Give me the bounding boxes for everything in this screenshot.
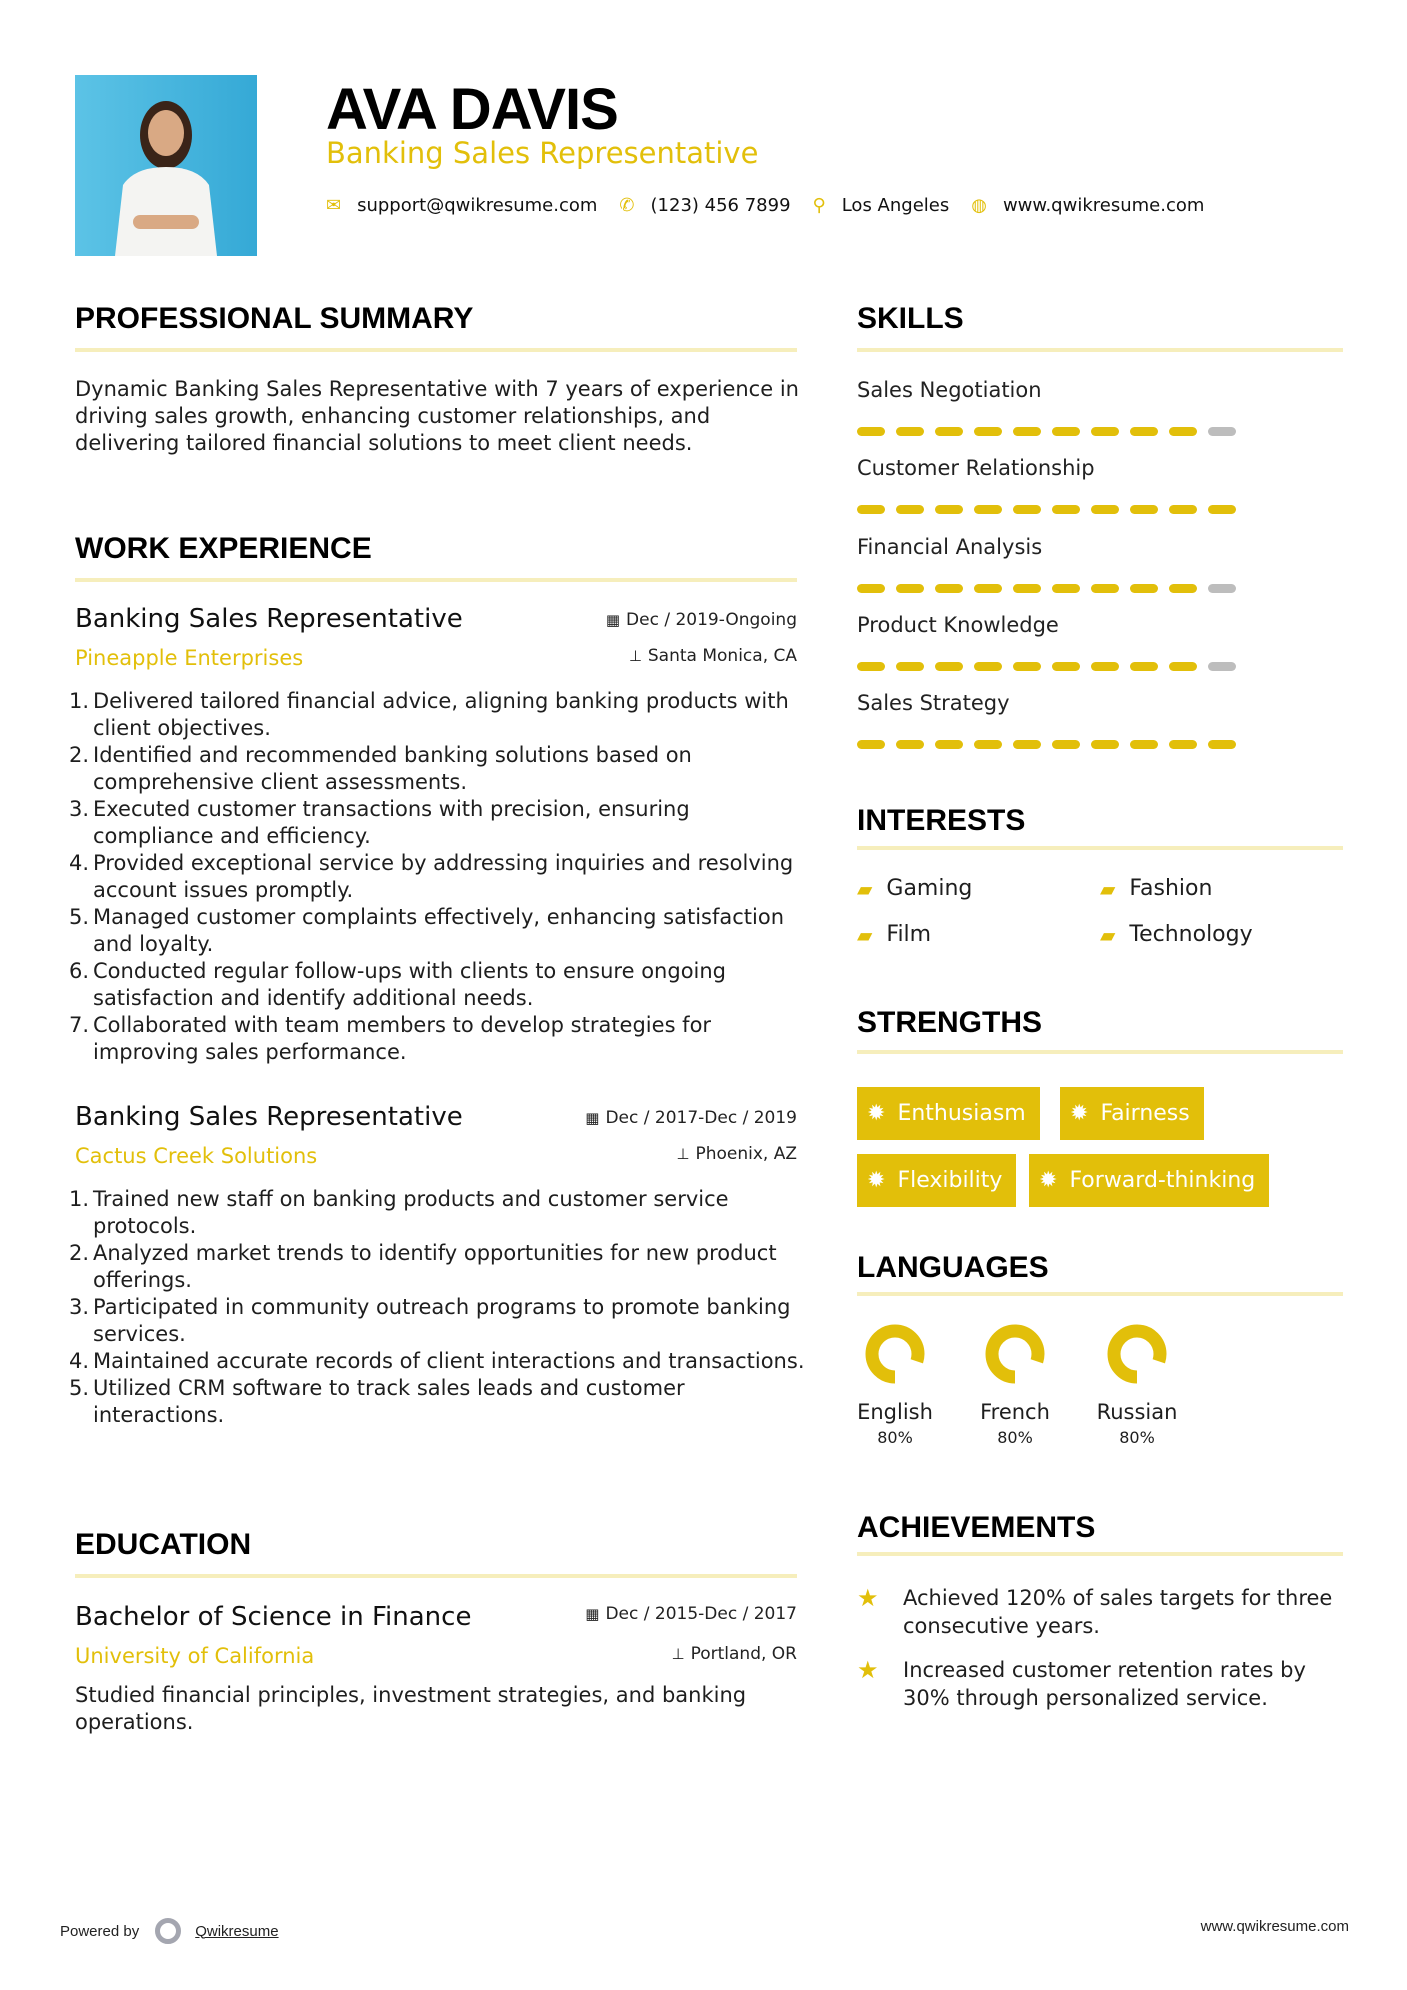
bullet-item: Utilized CRM software to track sales leads and customer interactions. (93, 1376, 685, 1427)
skill-level-dash (1208, 427, 1236, 436)
education-location: ⊥ Portland, OR (671, 1644, 797, 1664)
divider (857, 1552, 1343, 1556)
language-percent: 80% (1119, 1428, 1155, 1447)
strength-label: Flexibility (897, 1168, 1003, 1193)
language-item (835, 1322, 955, 1447)
skill-level-dash (1130, 584, 1158, 593)
badge-icon: ✹ (867, 1168, 886, 1193)
globe-icon: ◍ (971, 195, 987, 216)
skill-level-dash (1130, 427, 1158, 436)
job-date-text: Dec / 2019-Ongoing (626, 610, 797, 630)
skill-level-dash (1130, 740, 1158, 749)
candidate-title: Banking Sales Representative (326, 136, 759, 170)
interest-item (857, 876, 972, 901)
skill-level-bar (857, 662, 1236, 671)
interest-label: Film (886, 922, 932, 947)
strength-chip (857, 1154, 1016, 1207)
envelope-icon: ✉ (326, 195, 342, 216)
bullet-item: Trained new staff on banking products and customer service protocols. (93, 1187, 729, 1238)
calendar-icon: ▦ (585, 1109, 600, 1127)
job-title: Banking Sales Representative (75, 1102, 463, 1132)
skill-level-dash (896, 584, 924, 593)
summary-heading: PROFESSIONAL SUMMARY (75, 302, 474, 335)
interest-item (857, 922, 931, 947)
skill-level-dash (974, 740, 1002, 749)
divider (75, 1574, 797, 1578)
interests-heading: INTERESTS (857, 804, 1026, 837)
phone: (123) 456 7899 (650, 195, 791, 216)
calendar-icon: ▦ (605, 611, 621, 629)
skill-level-dash (857, 662, 885, 671)
book-icon: ▰ (857, 922, 873, 947)
degree: Bachelor of Science in Finance (75, 1602, 472, 1632)
book-icon: ▰ (1100, 922, 1116, 947)
skill-level-dash (1091, 505, 1119, 514)
job-location (676, 1144, 797, 1164)
skill-level-dash (857, 584, 885, 593)
skill-level-dash (857, 427, 885, 436)
bullet-item: Maintained accurate records of client interactions and transactions. (93, 1349, 805, 1373)
language-proficiency-arc (1114, 1331, 1160, 1377)
skill-level-dash (896, 740, 924, 749)
skill-level-dash (896, 427, 924, 436)
strength-chip (1060, 1087, 1204, 1140)
strength-label: Fairness (1100, 1101, 1190, 1126)
skill-name: Sales Strategy (857, 691, 1010, 715)
skill-level-dash (1013, 662, 1041, 671)
school: University of California (75, 1644, 315, 1668)
powered-by-label: Powered by (60, 1922, 140, 1940)
skill-level-dash (1169, 662, 1197, 671)
website[interactable]: www.qwikresume.com (1002, 195, 1205, 216)
achievement-text: Achieved 120% of sales targets for three consecutive years. (903, 1586, 1333, 1638)
skill-level-dash (935, 427, 963, 436)
language-proficiency-ring (1105, 1322, 1169, 1386)
skill-level-dash (1052, 427, 1080, 436)
skill-name: Product Knowledge (857, 613, 1059, 637)
bullet-item: Analyzed market trends to identify opportunities for new product offerings. (93, 1241, 777, 1292)
skill-level-dash (1208, 740, 1236, 749)
skill-level-dash (1052, 740, 1080, 749)
strength-label: Forward-thinking (1069, 1168, 1256, 1193)
job-location (629, 646, 797, 666)
location: Los Angeles (841, 195, 950, 216)
job-bullets (75, 688, 805, 1066)
language-item (1077, 1322, 1197, 1447)
bullet-item: Conducted regular follow-ups with clients to ensure ongoing satisfaction and identify additional needs. (93, 959, 727, 1010)
strength-label: Enthusiasm (897, 1101, 1026, 1126)
star-icon: ★ (857, 1584, 879, 1612)
skill-level-dash (1169, 505, 1197, 514)
strength-chip (1029, 1154, 1269, 1207)
skill-level-dash (1013, 427, 1041, 436)
profile-photo (75, 75, 257, 256)
strengths-heading: STRENGTHS (857, 1006, 1043, 1039)
divider (75, 348, 797, 352)
job-bullets (75, 1186, 805, 1429)
map-marker-icon: ⚲ (812, 195, 826, 216)
skill-level-dash (1091, 427, 1119, 436)
skill-level-dash (1208, 584, 1236, 593)
bullet-item: Identified and recommended banking solutions based on comprehensive client assessments. (93, 743, 692, 794)
achievements-heading: ACHIEVEMENTS (857, 1511, 1096, 1544)
skill-level-bar (857, 505, 1236, 514)
job-location-text: Santa Monica, CA (647, 646, 797, 666)
skill-level-dash (974, 662, 1002, 671)
interest-item (1100, 876, 1212, 901)
skill-level-dash (1013, 505, 1041, 514)
job-date (585, 1108, 797, 1128)
language-proficiency-arc (872, 1331, 918, 1377)
job-location-text: Phoenix, AZ (695, 1144, 797, 1164)
education-heading: EDUCATION (75, 1528, 252, 1561)
interest-label: Fashion (1129, 876, 1213, 901)
bullet-item: Delivered tailored financial advice, aligning banking products with client objectives. (93, 689, 789, 740)
language-proficiency-ring (983, 1322, 1047, 1386)
language-name: English (857, 1400, 933, 1424)
summary-text: Dynamic Banking Sales Representative with 7 years of experience in driving sales growth, enhancing customer relationships, and delivering tailored financial solutions to meet client needs. (75, 377, 799, 455)
contact-info (326, 195, 1226, 216)
star-icon: ★ (857, 1656, 879, 1684)
strength-chip (857, 1087, 1040, 1140)
candidate-name: AVA DAVIS (326, 77, 618, 142)
bullet-item: Provided exceptional service by addressing inquiries and resolving account issues promptly. (93, 851, 794, 902)
skill-level-dash (974, 427, 1002, 436)
pin-icon: ⊥ (676, 1145, 690, 1163)
achievement-item (857, 1584, 1347, 1640)
company-name: Pineapple Enterprises (75, 646, 304, 670)
skill-name: Sales Negotiation (857, 378, 1042, 402)
language-percent: 80% (877, 1428, 913, 1447)
skill-level-bar (857, 427, 1236, 436)
skill-level-bar (857, 740, 1236, 749)
achievement-text: Increased customer retention rates by 30% through personalized service. (903, 1658, 1306, 1710)
pin-icon: ⊥ (671, 1645, 685, 1663)
bullet-item: Managed customer complaints effectively, enhancing satisfaction and loyalty. (93, 905, 785, 956)
divider (857, 846, 1343, 850)
skill-level-dash (1052, 662, 1080, 671)
skill-level-dash (935, 662, 963, 671)
skill-level-dash (896, 505, 924, 514)
brand-link[interactable]: Qwikresume (195, 1922, 279, 1940)
achievement-item (857, 1656, 1347, 1712)
qwikresume-logo-icon (155, 1918, 181, 1944)
skill-level-dash (1208, 662, 1236, 671)
skill-level-dash (1169, 427, 1197, 436)
divider (857, 1292, 1343, 1296)
education-description: Studied financial principles, investment strategies, and banking operations. (75, 1683, 747, 1734)
bullet-item: Collaborated with team members to develop strategies for improving sales performance. (93, 1013, 712, 1064)
skill-level-dash (857, 740, 885, 749)
skill-level-dash (1208, 505, 1236, 514)
languages-heading: LANGUAGES (857, 1251, 1049, 1284)
skill-level-dash (1169, 740, 1197, 749)
job-date (606, 610, 797, 630)
badge-icon: ✹ (867, 1101, 886, 1126)
company-name: Cactus Creek Solutions (75, 1144, 318, 1168)
language-proficiency-arc (992, 1331, 1038, 1377)
skill-level-dash (1091, 740, 1119, 749)
badge-icon: ✹ (1039, 1168, 1058, 1193)
skills-heading: SKILLS (857, 302, 964, 335)
interest-item (1100, 922, 1253, 947)
skill-level-dash (1130, 505, 1158, 514)
divider (857, 1050, 1343, 1054)
divider (857, 348, 1343, 352)
job-title: Banking Sales Representative (75, 604, 463, 634)
badge-icon: ✹ (1070, 1101, 1089, 1126)
language-item (955, 1322, 1075, 1447)
skill-level-dash (974, 584, 1002, 593)
language-percent: 80% (997, 1428, 1033, 1447)
skill-level-dash (935, 740, 963, 749)
skill-level-dash (1130, 662, 1158, 671)
skill-level-dash (1052, 584, 1080, 593)
skill-level-dash (896, 662, 924, 671)
interest-label: Technology (1129, 922, 1253, 947)
language-name: Russian (1096, 1400, 1178, 1424)
book-icon: ▰ (857, 876, 873, 901)
skill-level-dash (974, 505, 1002, 514)
skill-level-dash (1013, 584, 1041, 593)
experience-heading: WORK EXPERIENCE (75, 532, 372, 565)
skill-level-dash (857, 505, 885, 514)
skill-level-dash (1052, 505, 1080, 514)
calendar-icon: ▦ (585, 1605, 600, 1623)
footer-url[interactable]: www.qwikresume.com (1200, 1918, 1349, 1935)
skill-level-dash (1169, 584, 1197, 593)
skill-level-dash (1091, 662, 1119, 671)
skill-name: Customer Relationship (857, 456, 1095, 480)
pin-icon: ⊥ (628, 647, 642, 665)
job-date-text: Dec / 2017-Dec / 2019 (605, 1108, 797, 1128)
divider (75, 578, 797, 582)
email[interactable]: support@qwikresume.com (357, 195, 598, 216)
skill-level-dash (1091, 584, 1119, 593)
bullet-item: Participated in community outreach programs to promote banking services. (93, 1295, 791, 1346)
skill-level-dash (935, 505, 963, 514)
phone-icon: ✆ (619, 195, 635, 216)
footer-brand (60, 1918, 279, 1944)
bullet-item: Executed customer transactions with precision, ensuring compliance and efficiency. (93, 797, 690, 848)
skill-name: Financial Analysis (857, 535, 1043, 559)
skill-level-dash (1013, 740, 1041, 749)
education-date: ▦ Dec / 2015-Dec / 2017 (585, 1604, 797, 1624)
language-proficiency-ring (863, 1322, 927, 1386)
book-icon: ▰ (1100, 876, 1116, 901)
interest-label: Gaming (886, 876, 973, 901)
language-name: French (980, 1400, 1050, 1424)
skill-level-dash (935, 584, 963, 593)
skill-level-bar (857, 584, 1236, 593)
